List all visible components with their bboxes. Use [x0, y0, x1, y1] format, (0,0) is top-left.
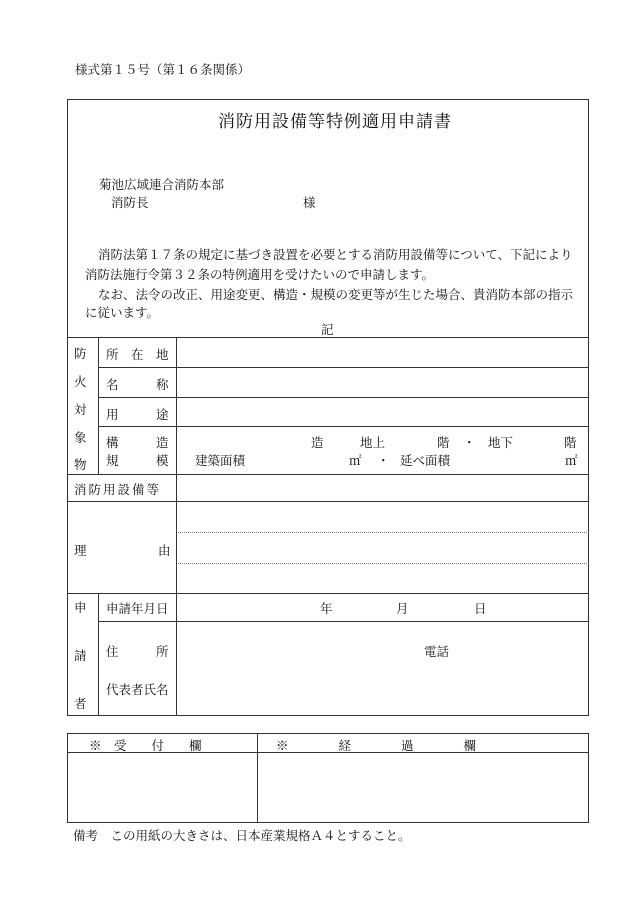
page-title: 消防用設備等特例適用申請書 [218, 112, 452, 132]
body-paragraph-2-line-2: に従います。 [85, 305, 160, 320]
sqm-unit-2: ㎡ [565, 453, 578, 468]
location-field[interactable] [178, 339, 587, 366]
rule-vertical-group [98, 337, 99, 474]
name-label: 名 称 [106, 377, 169, 392]
target-char-4: 象 [74, 430, 87, 445]
dot-separator-1: ・ [463, 435, 476, 450]
addressee-org: 菊池広域連合消防本部 [99, 177, 225, 192]
addressee-honorific: 様 [303, 195, 316, 210]
representative-label: 代表者氏名 [106, 682, 169, 697]
addressee-role: 消防長 [111, 195, 149, 210]
year-label: 年 [320, 601, 333, 616]
day-label: 日 [474, 601, 487, 616]
address-label: 住 所 [106, 644, 169, 659]
application-date-label: 申請年月日 [106, 601, 169, 616]
rule-target-bottom [67, 474, 589, 475]
rule-use-bottom [98, 426, 589, 427]
use-label: 用 途 [106, 407, 169, 422]
ki-label: 記 [321, 322, 334, 337]
body-paragraph-1-line-2: 消防法施行令第３２条の特例適用を受けたいので申請します。 [85, 267, 435, 282]
rule-location-bottom [98, 367, 589, 368]
underground-label: 地下 [488, 435, 514, 450]
above-ground-label: 地上 [360, 435, 386, 450]
building-area-label: 建築面積 [195, 453, 246, 468]
rule-office-divider [257, 733, 258, 823]
reason-label-left: 理 [74, 543, 87, 558]
rule-date-bottom [98, 621, 589, 622]
floor-label-1: 階 [437, 435, 450, 450]
rule-table-top [67, 337, 589, 338]
applicant-char-2: 請 [74, 648, 87, 663]
equipment-field[interactable] [178, 476, 587, 500]
applicant-field[interactable] [178, 623, 587, 714]
applicant-char-3: 者 [74, 696, 87, 711]
body-paragraph-1-line-1: 消防法第１７条の規定に基づき設置を必要とする消防用設備等について、下記により [98, 247, 573, 262]
location-label: 所 在 地 [106, 347, 169, 362]
rule-vertical-label [176, 337, 177, 716]
rule-reason-bottom [67, 593, 589, 594]
structure-zou: 造 [311, 435, 324, 450]
scale-label: 規 模 [106, 453, 169, 468]
total-floor-area-label: 延べ面積 [400, 453, 451, 468]
target-char-3: 対 [74, 402, 87, 417]
reason-label-right: 由 [158, 543, 171, 558]
rule-name-bottom [98, 397, 589, 398]
target-char-5: 物 [74, 457, 87, 472]
month-label: 月 [396, 601, 409, 616]
body-paragraph-2-line-1: なお、法令の改正、用途変更、構造・規模の変更等が生じた場合、貴消防本部の指示 [98, 287, 574, 302]
target-char-1: 防 [74, 346, 87, 361]
applicant-char-1: 申 [74, 600, 87, 615]
floor-label-2: 階 [564, 435, 577, 450]
name-field[interactable] [178, 369, 587, 396]
target-char-2: 火 [74, 374, 87, 389]
sqm-unit-1: ㎡ [349, 453, 362, 468]
rule-vertical-group-applicant [98, 593, 99, 716]
phone-label: 電話 [424, 644, 450, 659]
note-text: 備考 この用紙の大きさは、日本産業規格Ａ４とすること。 [73, 828, 411, 843]
reception-header: ※ 受 付 欄 [89, 738, 202, 753]
rule-equipment-bottom [67, 501, 589, 502]
form-number: 様式第１５号（第１６条関係） [75, 62, 251, 77]
progress-header: ※ 経 過 欄 [276, 738, 477, 753]
use-field[interactable] [178, 399, 587, 425]
reason-field[interactable] [178, 503, 587, 591]
structure-label: 構 造 [106, 435, 169, 450]
equipment-label: 消防用設備等 [74, 482, 162, 497]
dot-separator-2: ・ [377, 453, 390, 468]
